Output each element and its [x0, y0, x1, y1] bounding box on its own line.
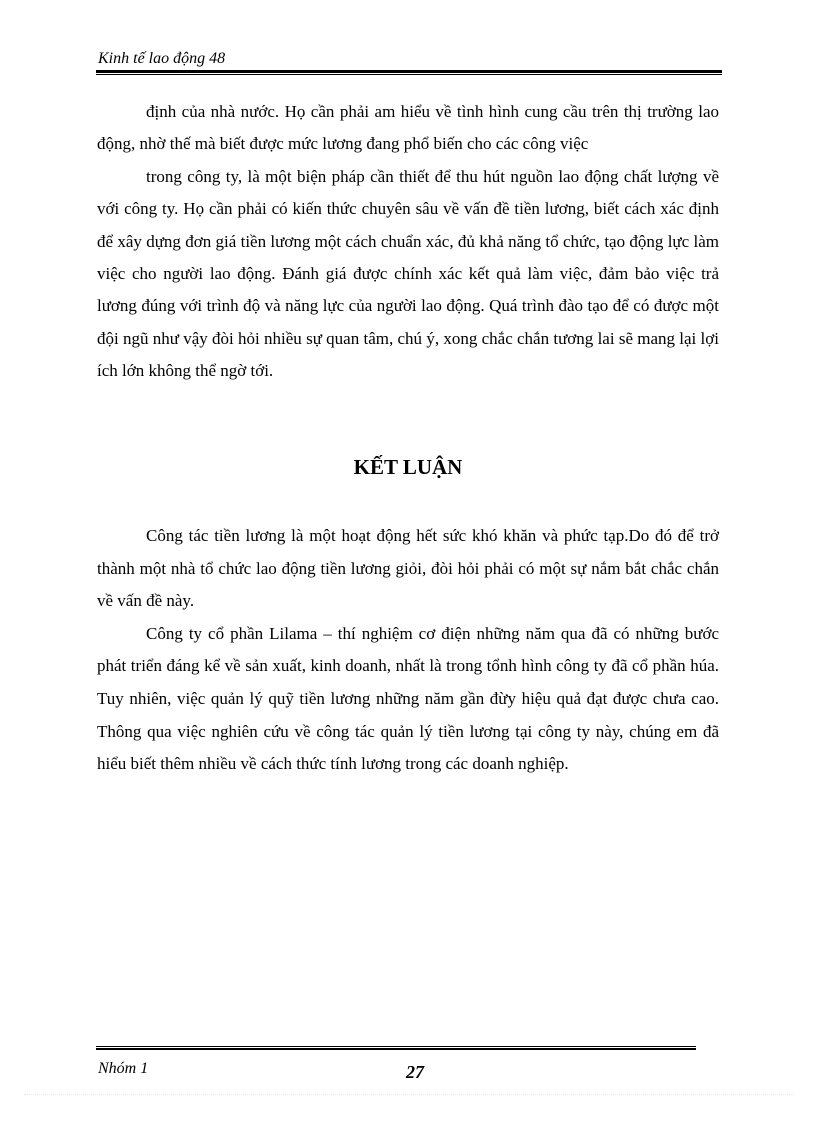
footer-group-label: Nhóm 1 — [98, 1060, 149, 1077]
header-title: Kinh tế lao động 48 — [98, 50, 226, 67]
page-number: 27 — [406, 1062, 424, 1082]
conclusion-text — [97, 520, 719, 781]
page-footer — [96, 1046, 696, 1082]
body-text — [97, 96, 719, 388]
page-edge-divider — [24, 1094, 794, 1095]
page-header — [96, 50, 722, 75]
section-title: KẾT LUẬN — [353, 455, 463, 479]
conclusion-paragraph-1: Công tác tiền lương là một hoạt động hết sức khó khăn và phức tạp.Do đó để trở thành một nhà tổ chức lao động tiền lương giỏi, đòi hỏi phải có một sự nắm bắt chắc chắn về vấn đề này. — [97, 526, 719, 611]
footer-row — [96, 1050, 696, 1082]
header-rule — [96, 70, 722, 75]
conclusion-paragraph-2: Công ty cổ phần Lilama – thí nghiệm cơ điện những năm qua đã có những bước phát triển đáng kể về sản xuất, kinh doanh, nhất là trong tổnh hình công ty đã cổ phần húa. Tuy nhiên, việc quản lý quỹ tiền lương những năm gần đừy hiệu quả đạt được chưa cao. Thông qua việc nghiên cứu về công tác quản lý tiền lương tại công ty này, chúng em đã hiểu biết thêm nhiều về cách thức tính lương trong các doanh nghiệp. — [97, 623, 719, 774]
body-paragraph-2: trong công ty, là một biện pháp cần thiết để thu hút nguồn lao động chất lượng về với công ty. Họ cần phải có kiến thức chuyên sâu về vấn đề tiền lương, biết cách xác định để xây dựng đơn giá tiền lương một cách chuẩn xác, đủ khả năng tổ chức, tạo động lực làm việc cho người lao động. Đánh giá được chính xác kết quả làm việc, đảm bảo việc trả lương đúng với trình độ và năng lực của người lao động. Quá trình đào tạo để có được một đội ngũ như vậy đòi hỏi nhiều sự quan tâm, chú ý, xong chắc chắn tương lai sẽ mang lại lợi ích lớn không thể ngờ tới. — [97, 166, 719, 381]
body-paragraph-1: định của nhà nước. Họ cần phải am hiểu về tình hình cung cầu trên thị trường lao động, nhờ thế mà biết được mức lương đang phổ biến cho các công việc — [97, 102, 719, 154]
